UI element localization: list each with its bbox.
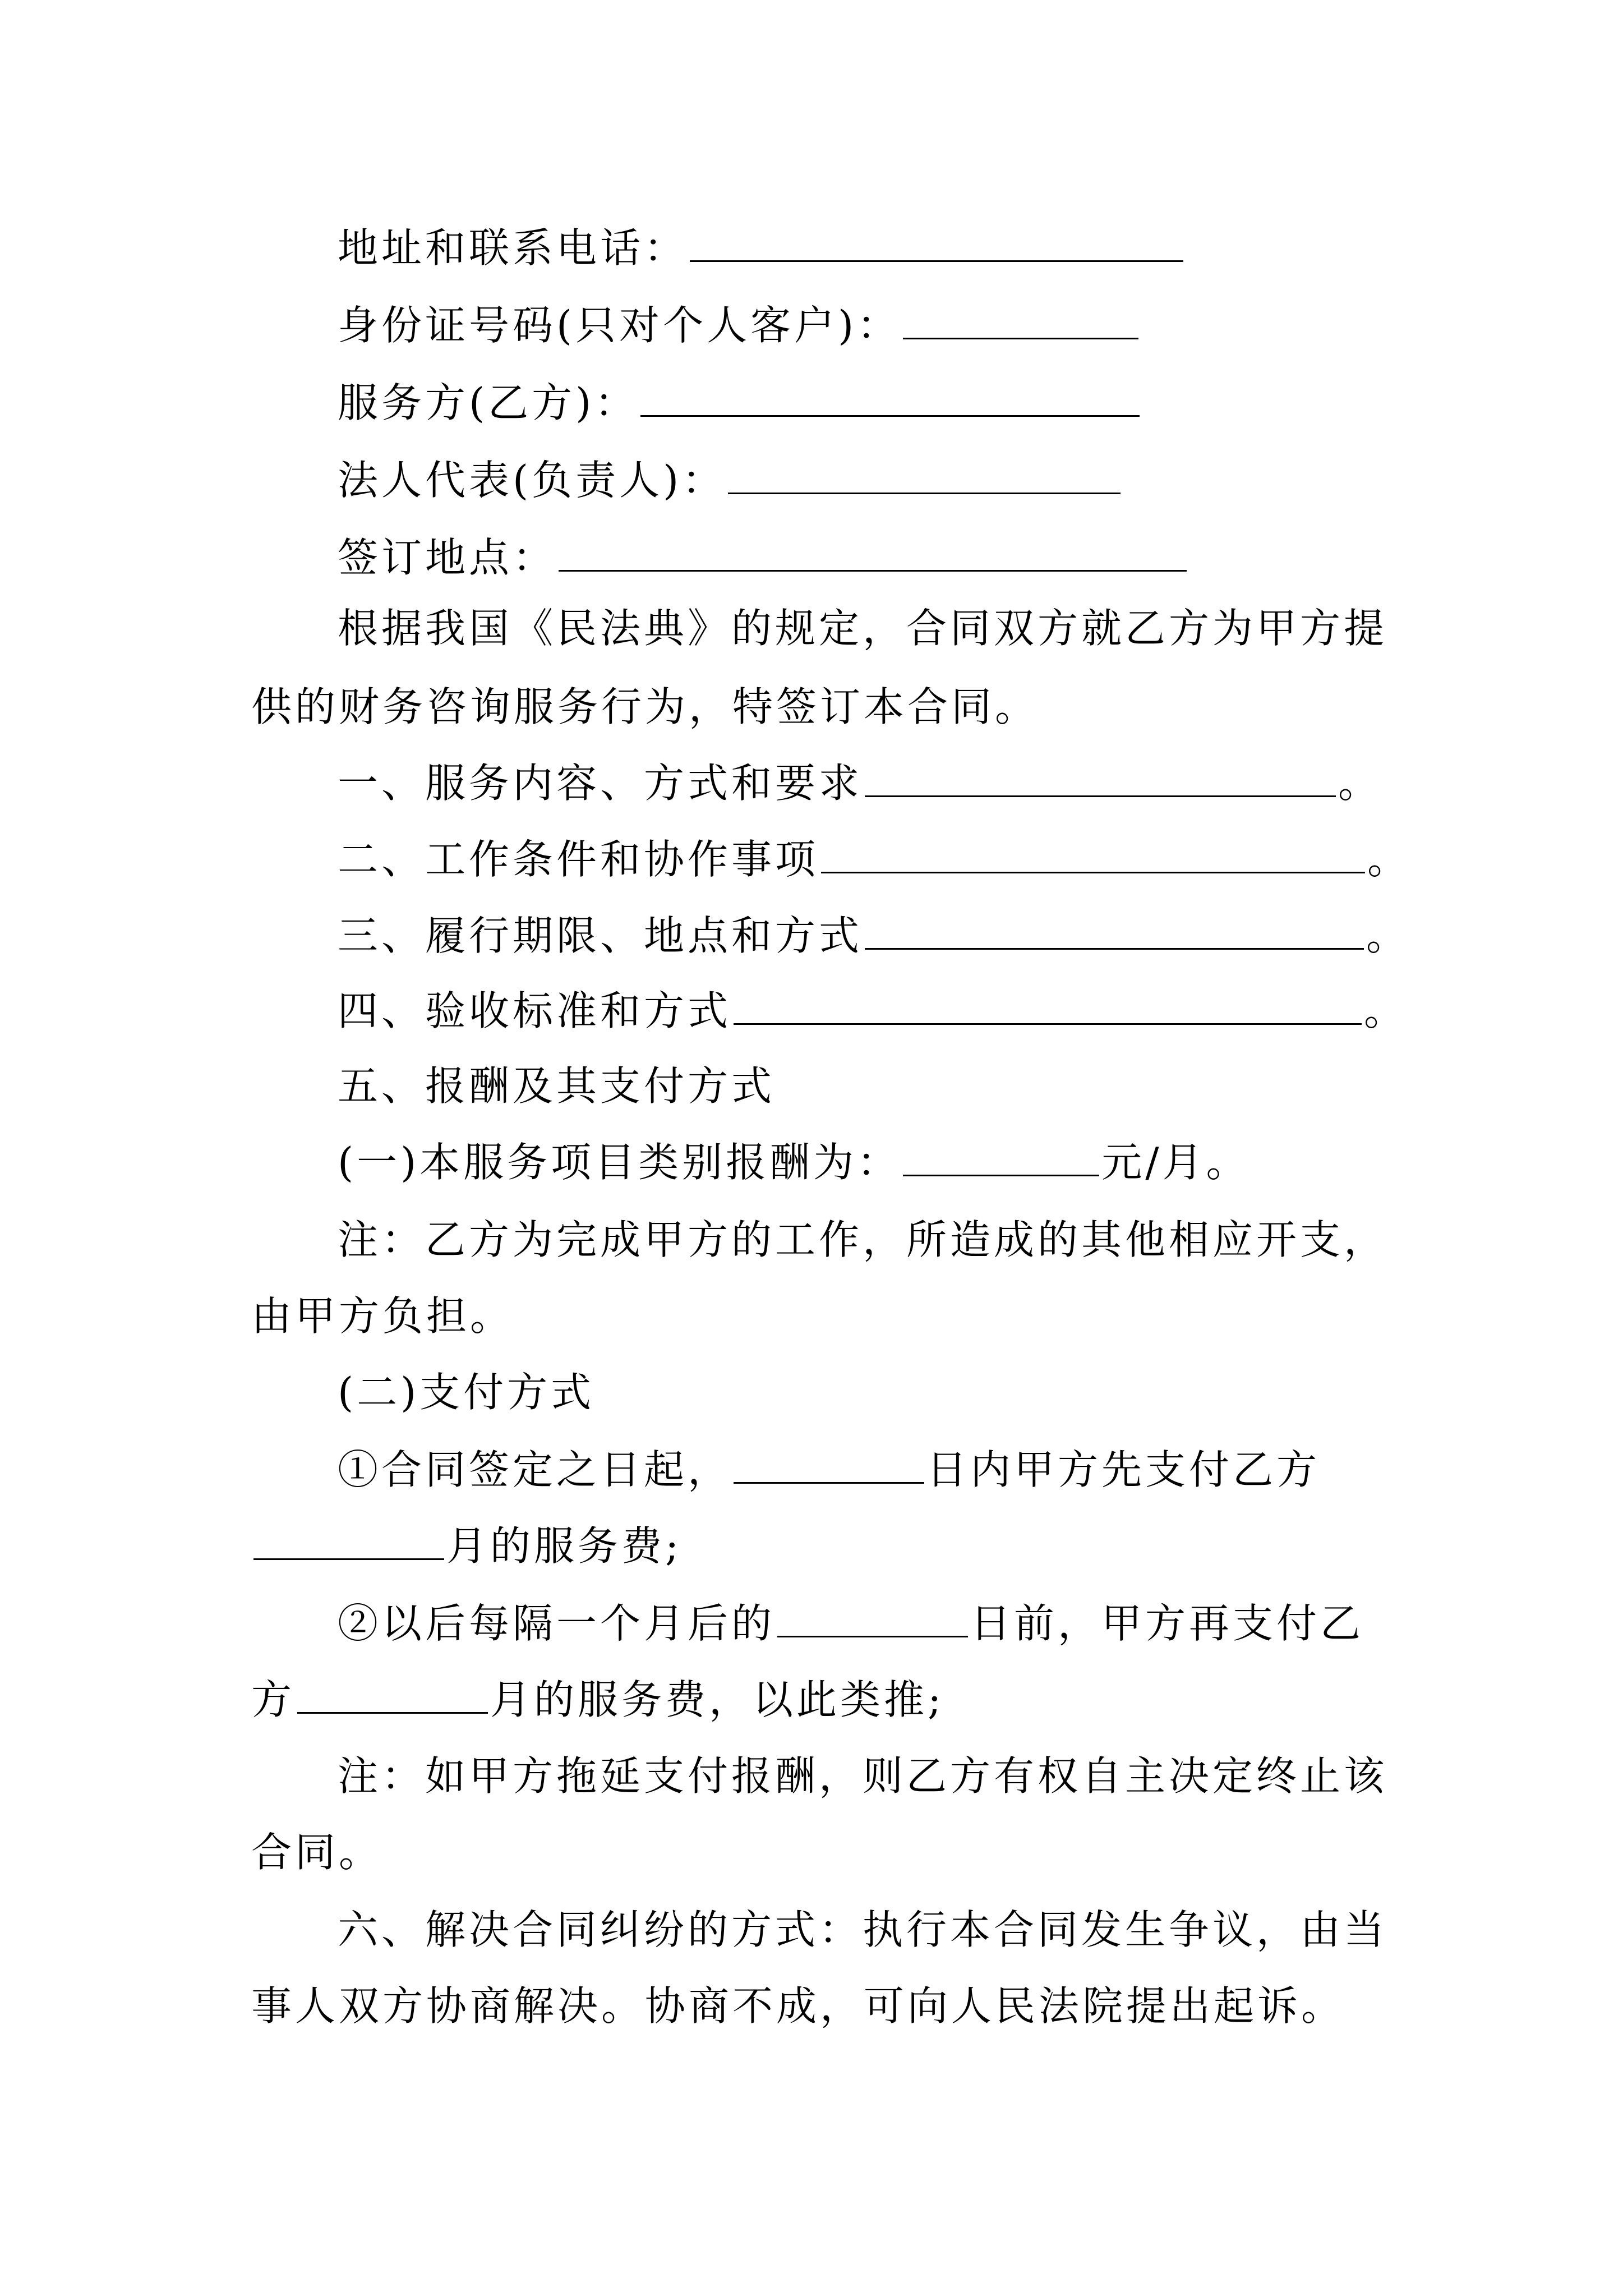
fill-blank xyxy=(865,755,1336,797)
line-text: 法人代表(负责人)： xyxy=(338,457,726,504)
line-text: (一)本服务项目类别报酬为： xyxy=(338,1139,901,1186)
line-legal-rep xyxy=(338,452,1123,508)
line-address-phone xyxy=(338,220,1186,276)
line-suffix: 日内甲方先支付乙方 xyxy=(926,1446,1321,1493)
fill-blank xyxy=(903,1134,1099,1176)
line-text: 地址和联系电话： xyxy=(338,224,688,272)
fill-blank xyxy=(640,375,1140,417)
line-text: 一、服务内容、方式和要求 xyxy=(338,760,863,807)
line-suffix: 月的服务费; xyxy=(446,1522,683,1570)
line-text: 由甲方负担。 xyxy=(251,1292,514,1340)
line-text: 服务方(乙方)： xyxy=(338,379,639,426)
line-suffix: 。 xyxy=(1364,987,1408,1034)
line-text: 五、报酬及其支付方式 xyxy=(338,1062,776,1110)
line-suffix: 日前，甲方再支付乙 xyxy=(970,1600,1364,1647)
line-text: ①合同签定之日起， xyxy=(338,1446,732,1493)
line-text: 四、验收标准和方式 xyxy=(338,987,732,1034)
line-section-5 xyxy=(338,1058,775,1114)
fill-blank xyxy=(903,297,1138,339)
line-preamble-1 xyxy=(338,600,1387,656)
line-text: 根据我国《民法典》的规定，合同双方就乙方为甲方提 xyxy=(338,605,1388,652)
fill-blank xyxy=(297,1672,488,1714)
line-suffix: 。 xyxy=(1338,760,1382,807)
line-note-2a xyxy=(338,1748,1387,1804)
line-text: 签订地点： xyxy=(338,534,557,581)
fill-blank xyxy=(690,220,1183,262)
line-section-6b xyxy=(251,1978,1345,2034)
fill-blank xyxy=(821,831,1365,873)
line-payment-method xyxy=(338,1364,594,1420)
line-section-6a xyxy=(338,1902,1387,1958)
line-suffix: 元/月。 xyxy=(1101,1139,1250,1186)
line-payment-2a xyxy=(338,1595,1364,1651)
line-text: ②以后每隔一个月后的 xyxy=(338,1600,776,1647)
line-payment-1b xyxy=(251,1518,682,1574)
line-suffix: 。 xyxy=(1367,836,1412,883)
fill-blank xyxy=(777,1595,968,1637)
line-payment-2b xyxy=(251,1672,944,1728)
line-text: 注：如甲方拖延支付报酬，则乙方有权自主决定终止该 xyxy=(338,1752,1388,1800)
line-id-number xyxy=(338,297,1141,353)
line-text: 身份证号码(只对个人客户)： xyxy=(338,302,901,349)
line-preamble-2 xyxy=(251,679,1039,735)
line-text: 注：乙方为完成甲方的工作，所造成的其他相应开支， xyxy=(338,1216,1388,1263)
line-section-2 xyxy=(338,831,1411,887)
line-note-2b xyxy=(251,1824,382,1880)
line-payment-1a xyxy=(338,1442,1320,1498)
fill-blank xyxy=(559,530,1187,572)
line-text: 方 xyxy=(251,1676,296,1723)
line-section-3 xyxy=(338,908,1410,964)
line-text: (二)支付方式 xyxy=(338,1369,595,1416)
line-text: 供的财务咨询服务行为，特签订本合同。 xyxy=(251,683,1039,730)
line-text: 六、解决合同纠纷的方式：执行本合同发生争议，由当 xyxy=(338,1906,1388,1953)
line-section-1 xyxy=(338,755,1382,811)
fill-blank xyxy=(865,908,1364,950)
line-suffix: 月的服务费，以此类推; xyxy=(490,1676,945,1723)
line-note-1a xyxy=(338,1212,1387,1268)
line-note-1b xyxy=(251,1288,514,1344)
line-fee-amount xyxy=(338,1134,1249,1190)
fill-blank xyxy=(734,983,1362,1025)
line-suffix: 。 xyxy=(1366,912,1410,959)
line-section-4 xyxy=(338,983,1408,1039)
fill-blank xyxy=(734,1442,924,1484)
line-service-party xyxy=(338,375,1142,431)
fill-blank xyxy=(253,1518,444,1560)
line-text: 合同。 xyxy=(251,1829,383,1876)
line-text: 二、工作条件和协作事项 xyxy=(338,836,819,883)
line-text: 事人双方协商解决。协商不成，可向人民法院提出起诉。 xyxy=(251,1982,1345,2030)
line-signing-place xyxy=(338,530,1189,586)
line-text: 三、履行期限、地点和方式 xyxy=(338,912,863,959)
fill-blank xyxy=(728,452,1121,494)
